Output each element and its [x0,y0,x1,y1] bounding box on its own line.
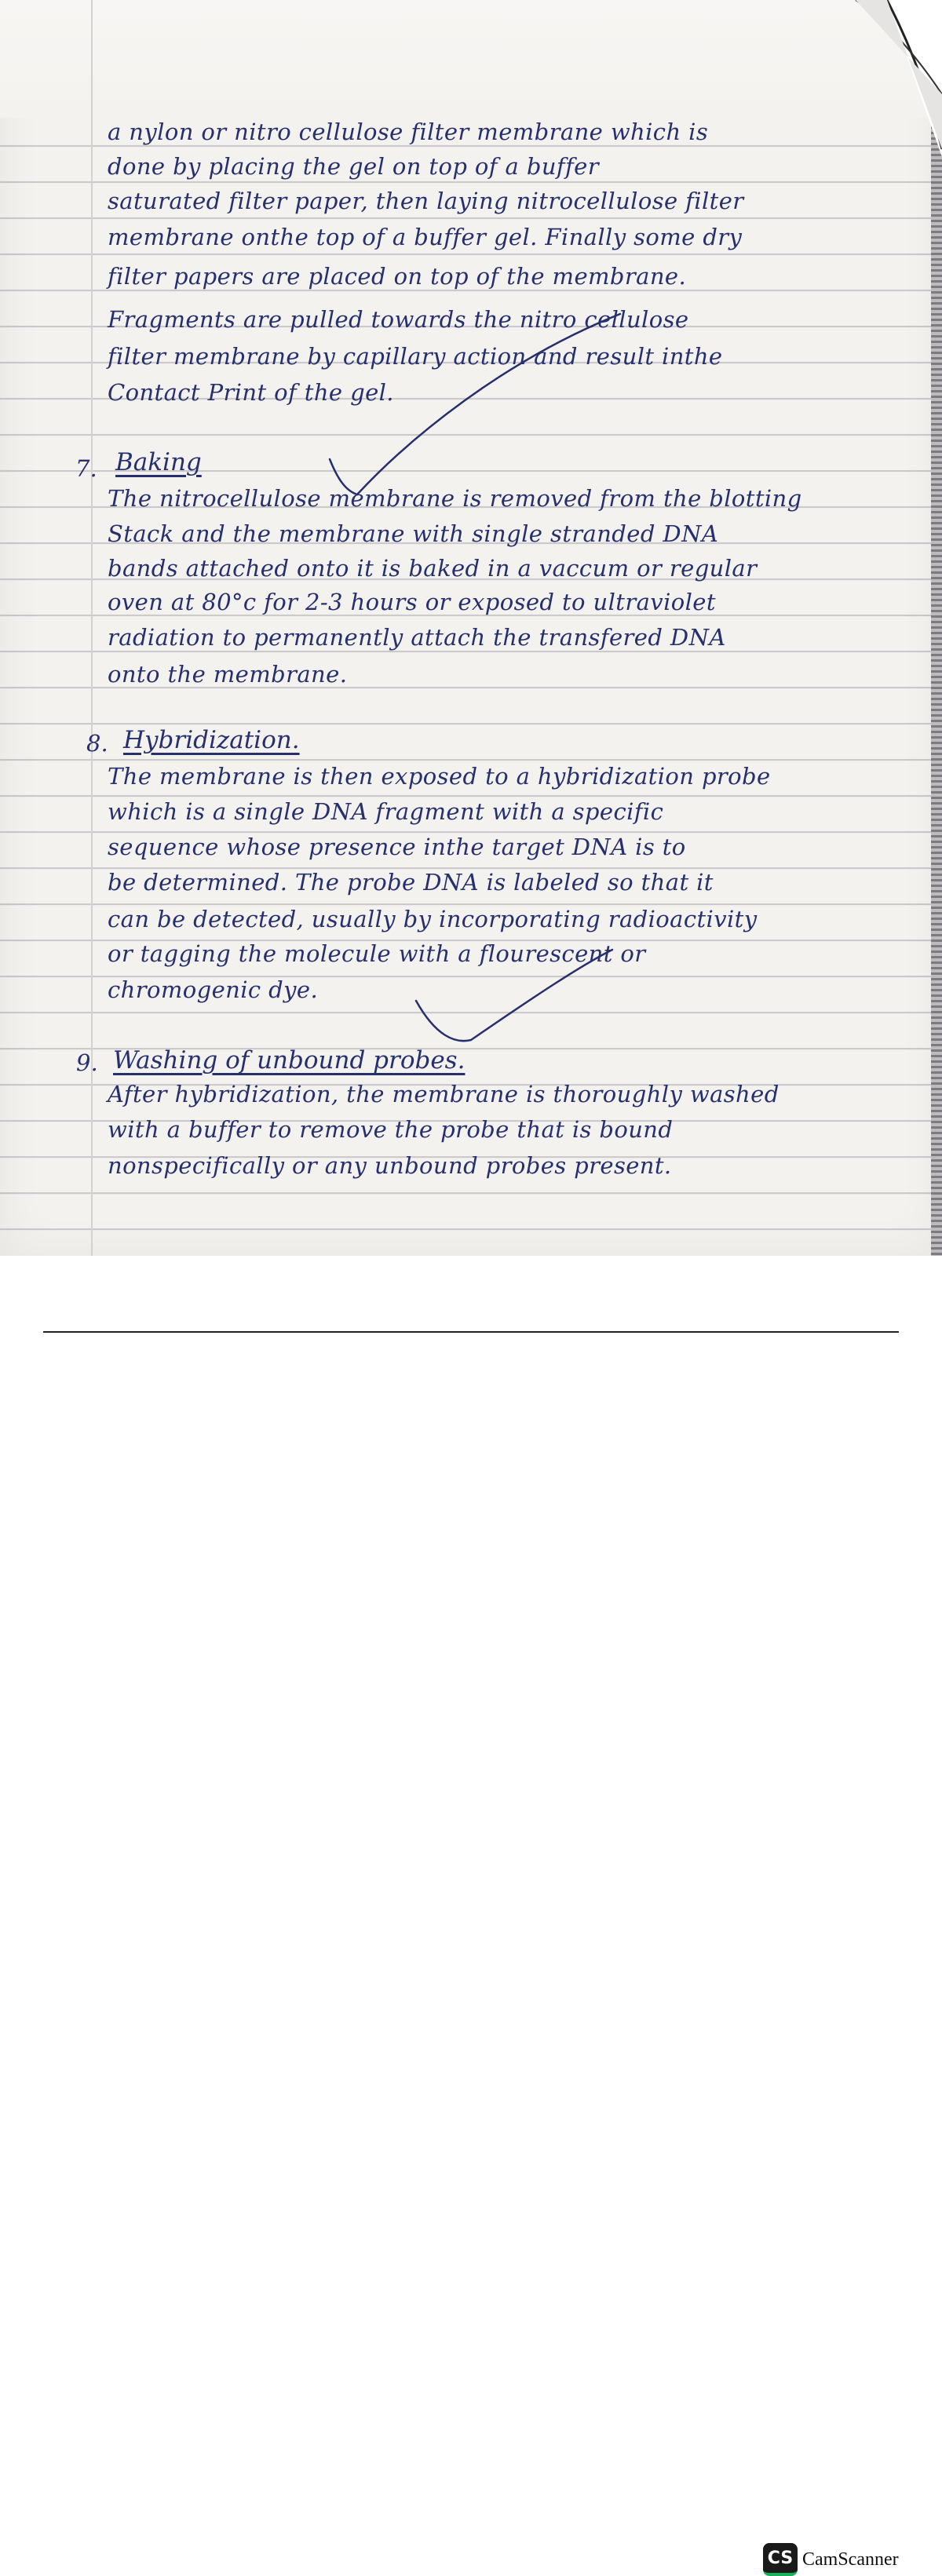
intro-line: Fragments are pulled towards the nitro cellulose [108,306,689,333]
section-line: radiation to permanently attach the transfered DNA [108,624,726,651]
section-heading-hybridization: Hybridization. [123,726,300,754]
scan-footer [0,1256,942,2570]
camscanner-brand: CamScanner [802,2549,899,2570]
intro-line: a nylon or nitro cellulose filter membrane which is [108,119,709,145]
intro-line: filter membrane by capillary action and result inthe [108,343,723,370]
section-number: 7. [75,455,97,482]
camscanner-logo-icon: CS [763,2543,798,2576]
section-line: bands attached onto it is baked in a vaccum or regular [108,555,758,582]
section-line: chromogenic dye. [108,976,319,1003]
intro-line: done by placing the gel on top of a buffer [108,153,599,180]
section-line: or tagging the molecule with a flourescent or [108,940,646,967]
section-line: onto the membrane. [108,661,348,688]
section-line: be determined. The probe DNA is labeled so that it [108,869,714,896]
section-line: sequence whose presence inthe target DNA is to [108,834,686,860]
section-line: The membrane is then exposed to a hybridization probe [108,763,771,790]
section-heading-baking: Baking [115,448,202,476]
section-line: After hybridization, the membrane is thoroughly washed [108,1081,780,1107]
intro-line: Contact Print of the gel. [108,379,394,406]
section-line: Stack and the membrane with single stranded DNA [108,520,719,547]
section-line: oven at 80°c for 2-3 hours or exposed to ultraviolet [108,589,716,615]
intro-line: membrane onthe top of a buffer gel. Finally some dry [108,224,743,250]
section-heading-washing: Washing of unbound probes. [113,1046,466,1075]
section-line: The nitrocellulose membrane is removed from the blotting [108,485,802,512]
footer-rule [43,1331,899,1333]
section-line: which is a single DNA fragment with a specific [108,798,664,825]
camscanner-watermark [763,2543,899,2576]
section-number: 9. [76,1049,98,1076]
intro-line: filter papers are placed on top of the membrane. [108,263,687,290]
section-line: nonspecifically or any unbound probes present. [108,1152,672,1179]
intro-line: saturated filter paper, then laying nitrocellulose filter [108,188,744,214]
section-number: 8. [86,730,108,757]
handwritten-content [0,0,942,1256]
section-line: with a buffer to remove the probe that is bound [108,1116,674,1143]
section-line: can be detected, usually by incorporating radioactivity [108,906,758,932]
